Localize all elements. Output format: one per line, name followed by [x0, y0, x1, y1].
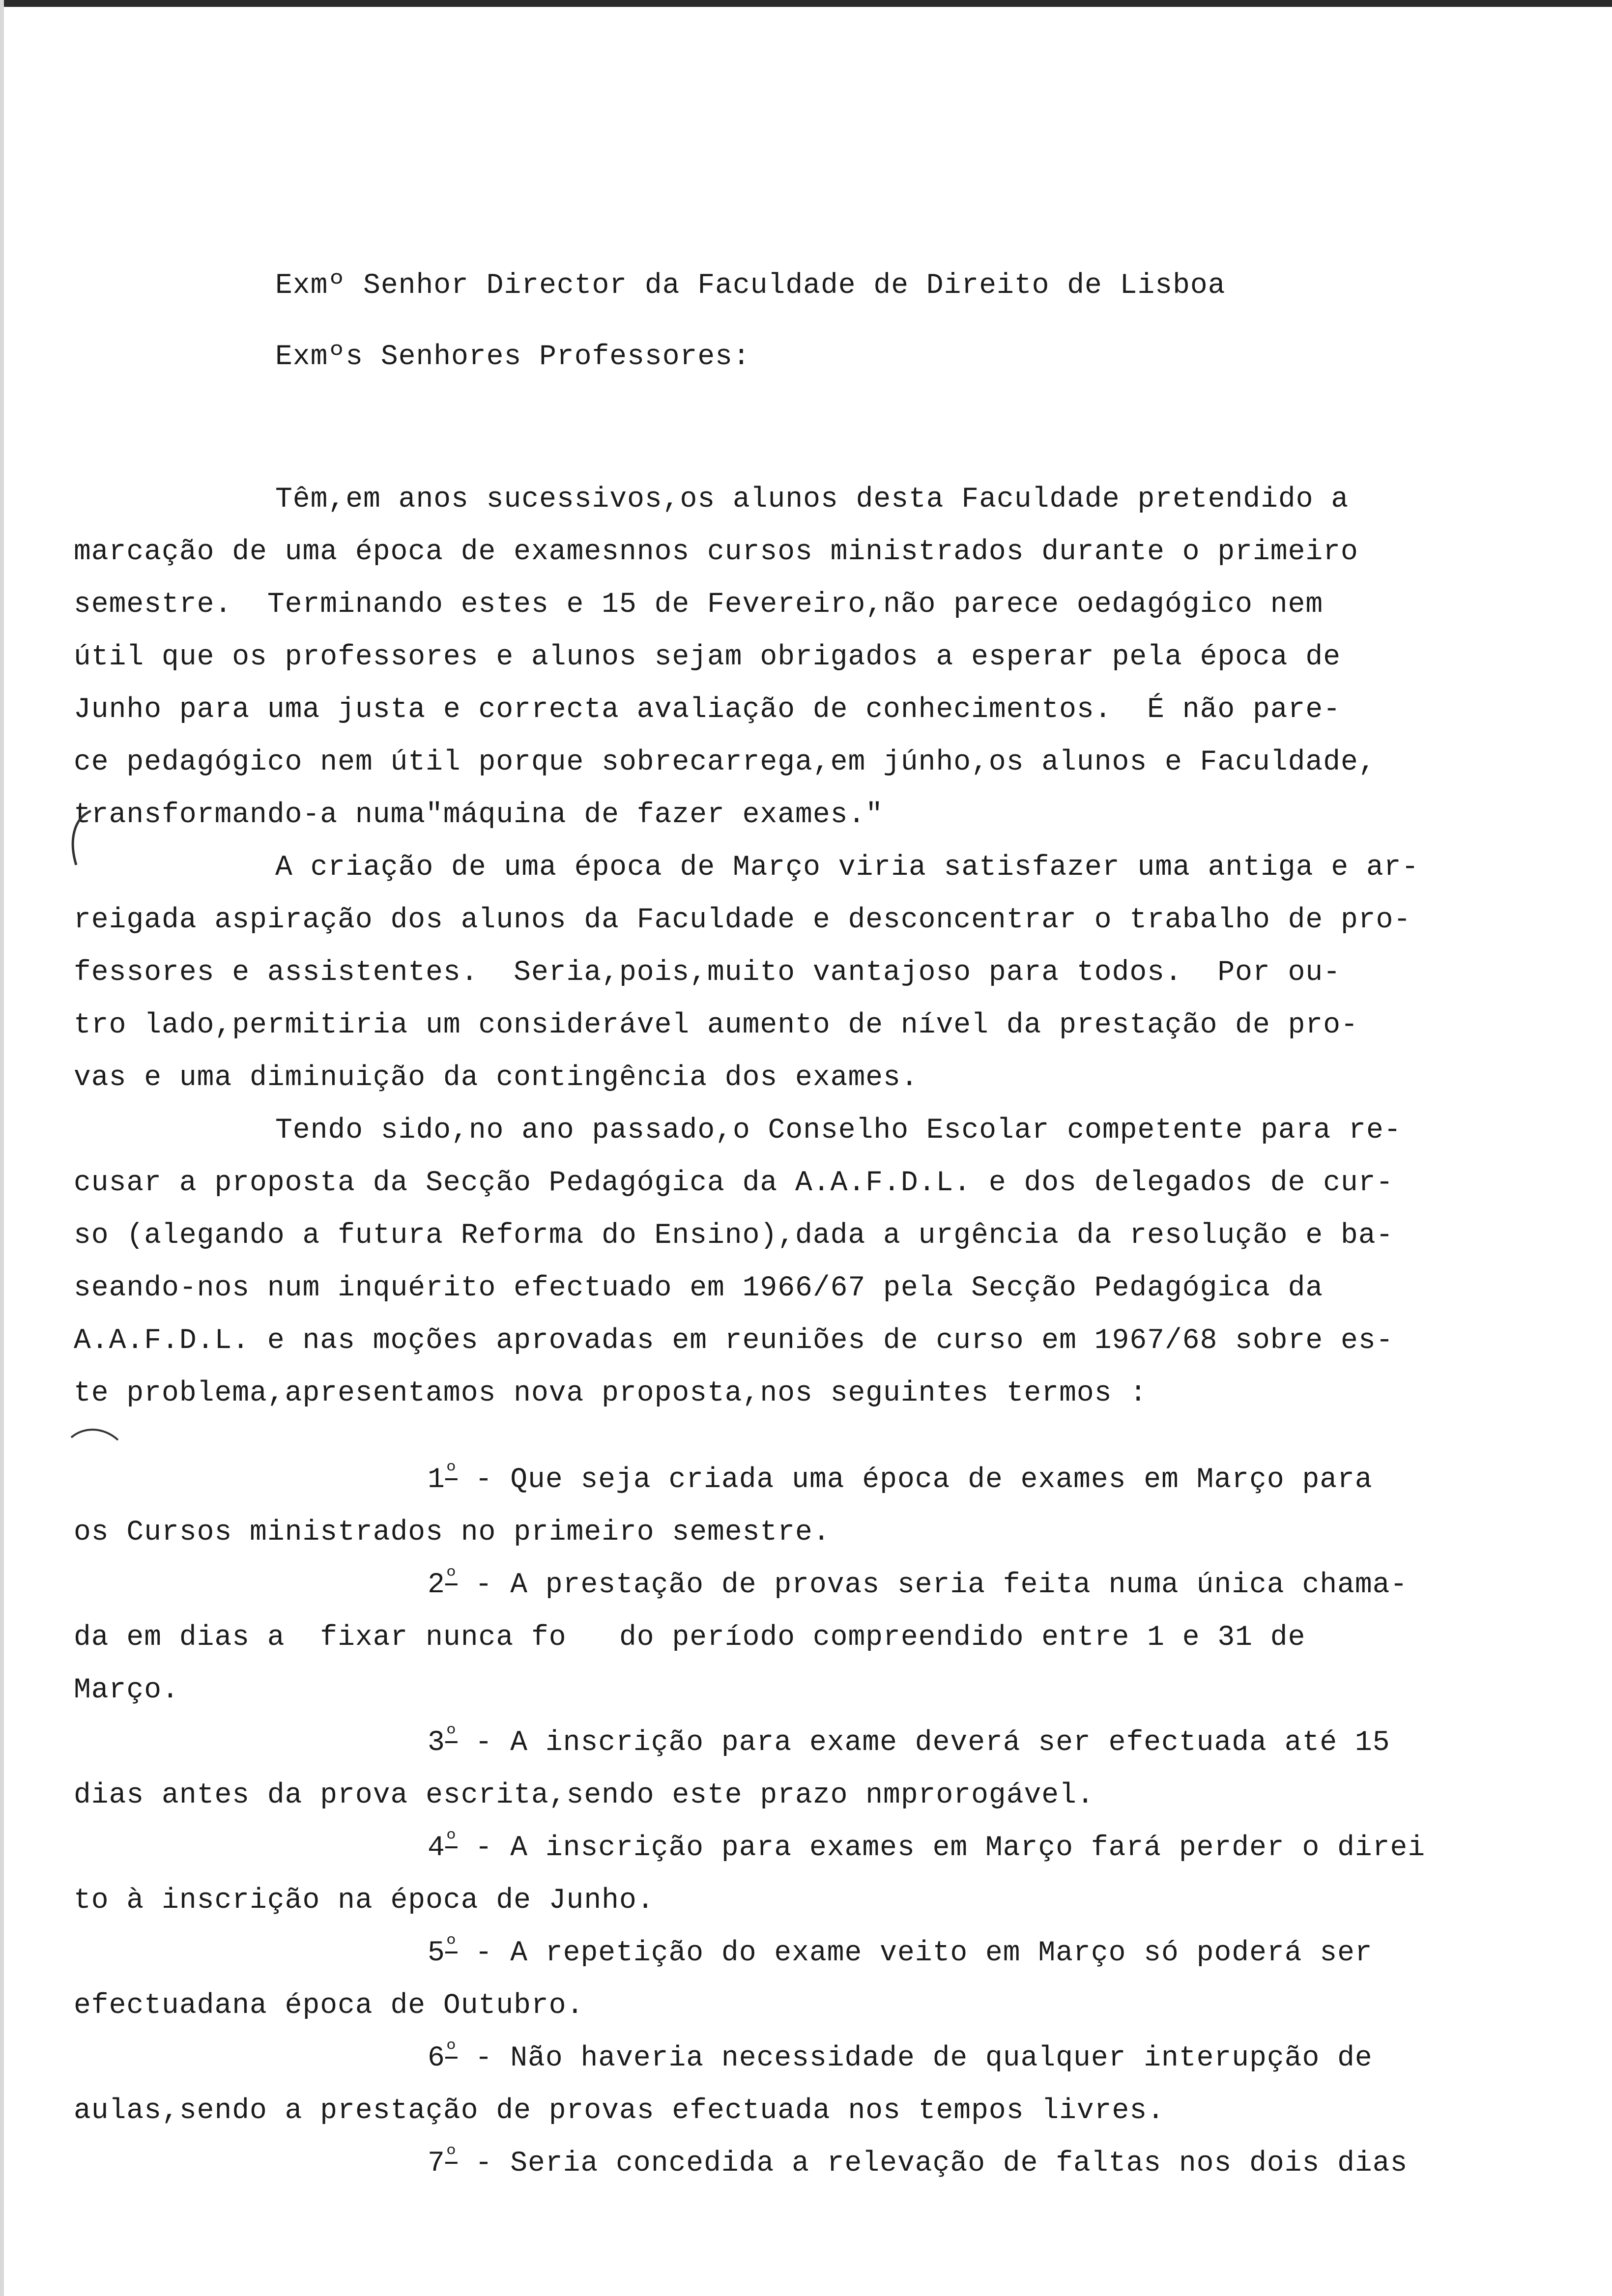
paragraph-line: te problema,apresentamos nova proposta,nos seguintes termos : [74, 1378, 1148, 1409]
paragraph-line: Têm,em anos sucessivos,os alunos desta Faculdade pretendido a [275, 484, 1349, 516]
item-number: 2 [428, 1569, 445, 1601]
item-text: - A inscrição para exames em Março fará perder o direi [475, 1832, 1426, 1864]
typewritten-letter [74, 0, 1548, 2296]
ordinal-mark: º [445, 1724, 458, 1747]
item-number: 5 [428, 1937, 445, 1969]
item-number: 1 [428, 1464, 445, 1496]
item-6-line: aulas,sendo a prestação de provas efectuada nos tempos livres. [74, 2095, 1165, 2127]
item-4-line [428, 1830, 1425, 1866]
item-5-line [428, 1935, 1373, 1972]
item-number: 7 [428, 2148, 445, 2180]
item-text: - Não haveria necessidade de qualquer interupção de [475, 2042, 1373, 2074]
item-3-line: dias antes da prova escrita,sendo este prazo nmprorogável. [74, 1779, 1094, 1811]
paragraph-line: seando-nos num inquérito efectuado em 1966/67 pela Secção Pedagógica da [74, 1272, 1324, 1304]
left-border [0, 0, 4, 2296]
item-text: - A repetição do exame veito em Março só poderá ser [475, 1937, 1373, 1969]
ordinal-mark: º [445, 1461, 458, 1484]
paragraph-line: reigada aspiração dos alunos da Faculdade e desconcentrar o trabalho de pro- [74, 904, 1411, 936]
item-text: - Seria concedida a relevação de faltas nos dois dias [475, 2148, 1408, 2180]
paragraph-line: ce pedagógico nem útil porque sobrecarrega,em júnho,os alunos e Faculdade, [74, 746, 1376, 778]
item-1-line: os Cursos ministrados no primeiro semestre. [74, 1517, 831, 1549]
paragraph-line: transformando-a numa"máquina de fazer exames." [74, 799, 884, 831]
ordinal-mark: º [445, 1566, 458, 1589]
item-7-line [428, 2146, 1408, 2182]
item-text: - Que seja criada uma época de exames em Março para [475, 1464, 1373, 1496]
address-line-professors: Exmºs Senhores Professores: [275, 341, 750, 373]
item-5-line: efectuadana época de Outubro. [74, 1990, 584, 2022]
item-1-line [428, 1462, 1373, 1498]
pen-bracket-mark [64, 806, 98, 875]
ordinal-mark: º [445, 2145, 458, 2167]
item-number: 4 [428, 1832, 445, 1864]
item-2-line: Março. [74, 1674, 179, 1706]
item-text: - A prestação de provas seria feita numa única chama- [475, 1569, 1408, 1601]
item-2-line [428, 1567, 1408, 1604]
item-number: 6 [428, 2042, 445, 2074]
pen-arc-mark [69, 1423, 123, 1452]
item-4-line: to à inscrição na época de Junho. [74, 1885, 655, 1917]
paragraph-line: tro lado,permitiria um considerável aumento de nível da prestação de pro- [74, 1009, 1358, 1041]
paragraph-line: marcação de uma época de examesnnos cursos ministrados durante o primeiro [74, 536, 1358, 568]
paragraph-line: fessores e assistentes. Seria,pois,muito vantajoso para todos. Por ou- [74, 957, 1341, 989]
item-6-line [428, 2040, 1373, 2077]
item-text: - A inscrição para exame deverá ser efectuada até 15 [475, 1727, 1390, 1759]
item-number: 3 [428, 1727, 445, 1759]
ordinal-mark: º [445, 2039, 458, 2062]
paragraph-line: vas e uma diminuição da contingência dos exames. [74, 1062, 919, 1094]
item-3-line [428, 1725, 1390, 1761]
paragraph-line: A criação de uma época de Março viria satisfazer uma antiga e ar- [275, 852, 1419, 884]
paragraph-line: Junho para uma justa e correcta avaliação de conhecimentos. É não pare- [74, 694, 1341, 726]
paragraph-line: cusar a proposta da Secção Pedagógica da A.A.F.D.L. e dos delegados de cur- [74, 1167, 1394, 1199]
item-2-line: da em dias a fixar nunca fo do período compreendido entre 1 e 31 de [74, 1622, 1306, 1654]
ordinal-mark: º [445, 1829, 458, 1852]
paragraph-line: A.A.F.D.L. e nas moções aprovadas em reuniões de curso em 1967/68 sobre es- [74, 1325, 1394, 1357]
paragraph-line: Tendo sido,no ano passado,o Conselho Escolar competente para re- [275, 1115, 1402, 1147]
address-line-director: Exmº Senhor Director da Faculdade de Direito de Lisboa [275, 270, 1226, 302]
paragraph-line: útil que os professores e alunos sejam obrigados a esperar pela época de [74, 641, 1341, 673]
paragraph-line: semestre. Terminando estes e 15 de Fevereiro,não parece oedagógico nem [74, 589, 1324, 621]
ordinal-mark: º [445, 1934, 458, 1957]
paragraph-line: so (alegando a futura Reforma do Ensino),dada a urgência da resolução e ba- [74, 1220, 1394, 1252]
